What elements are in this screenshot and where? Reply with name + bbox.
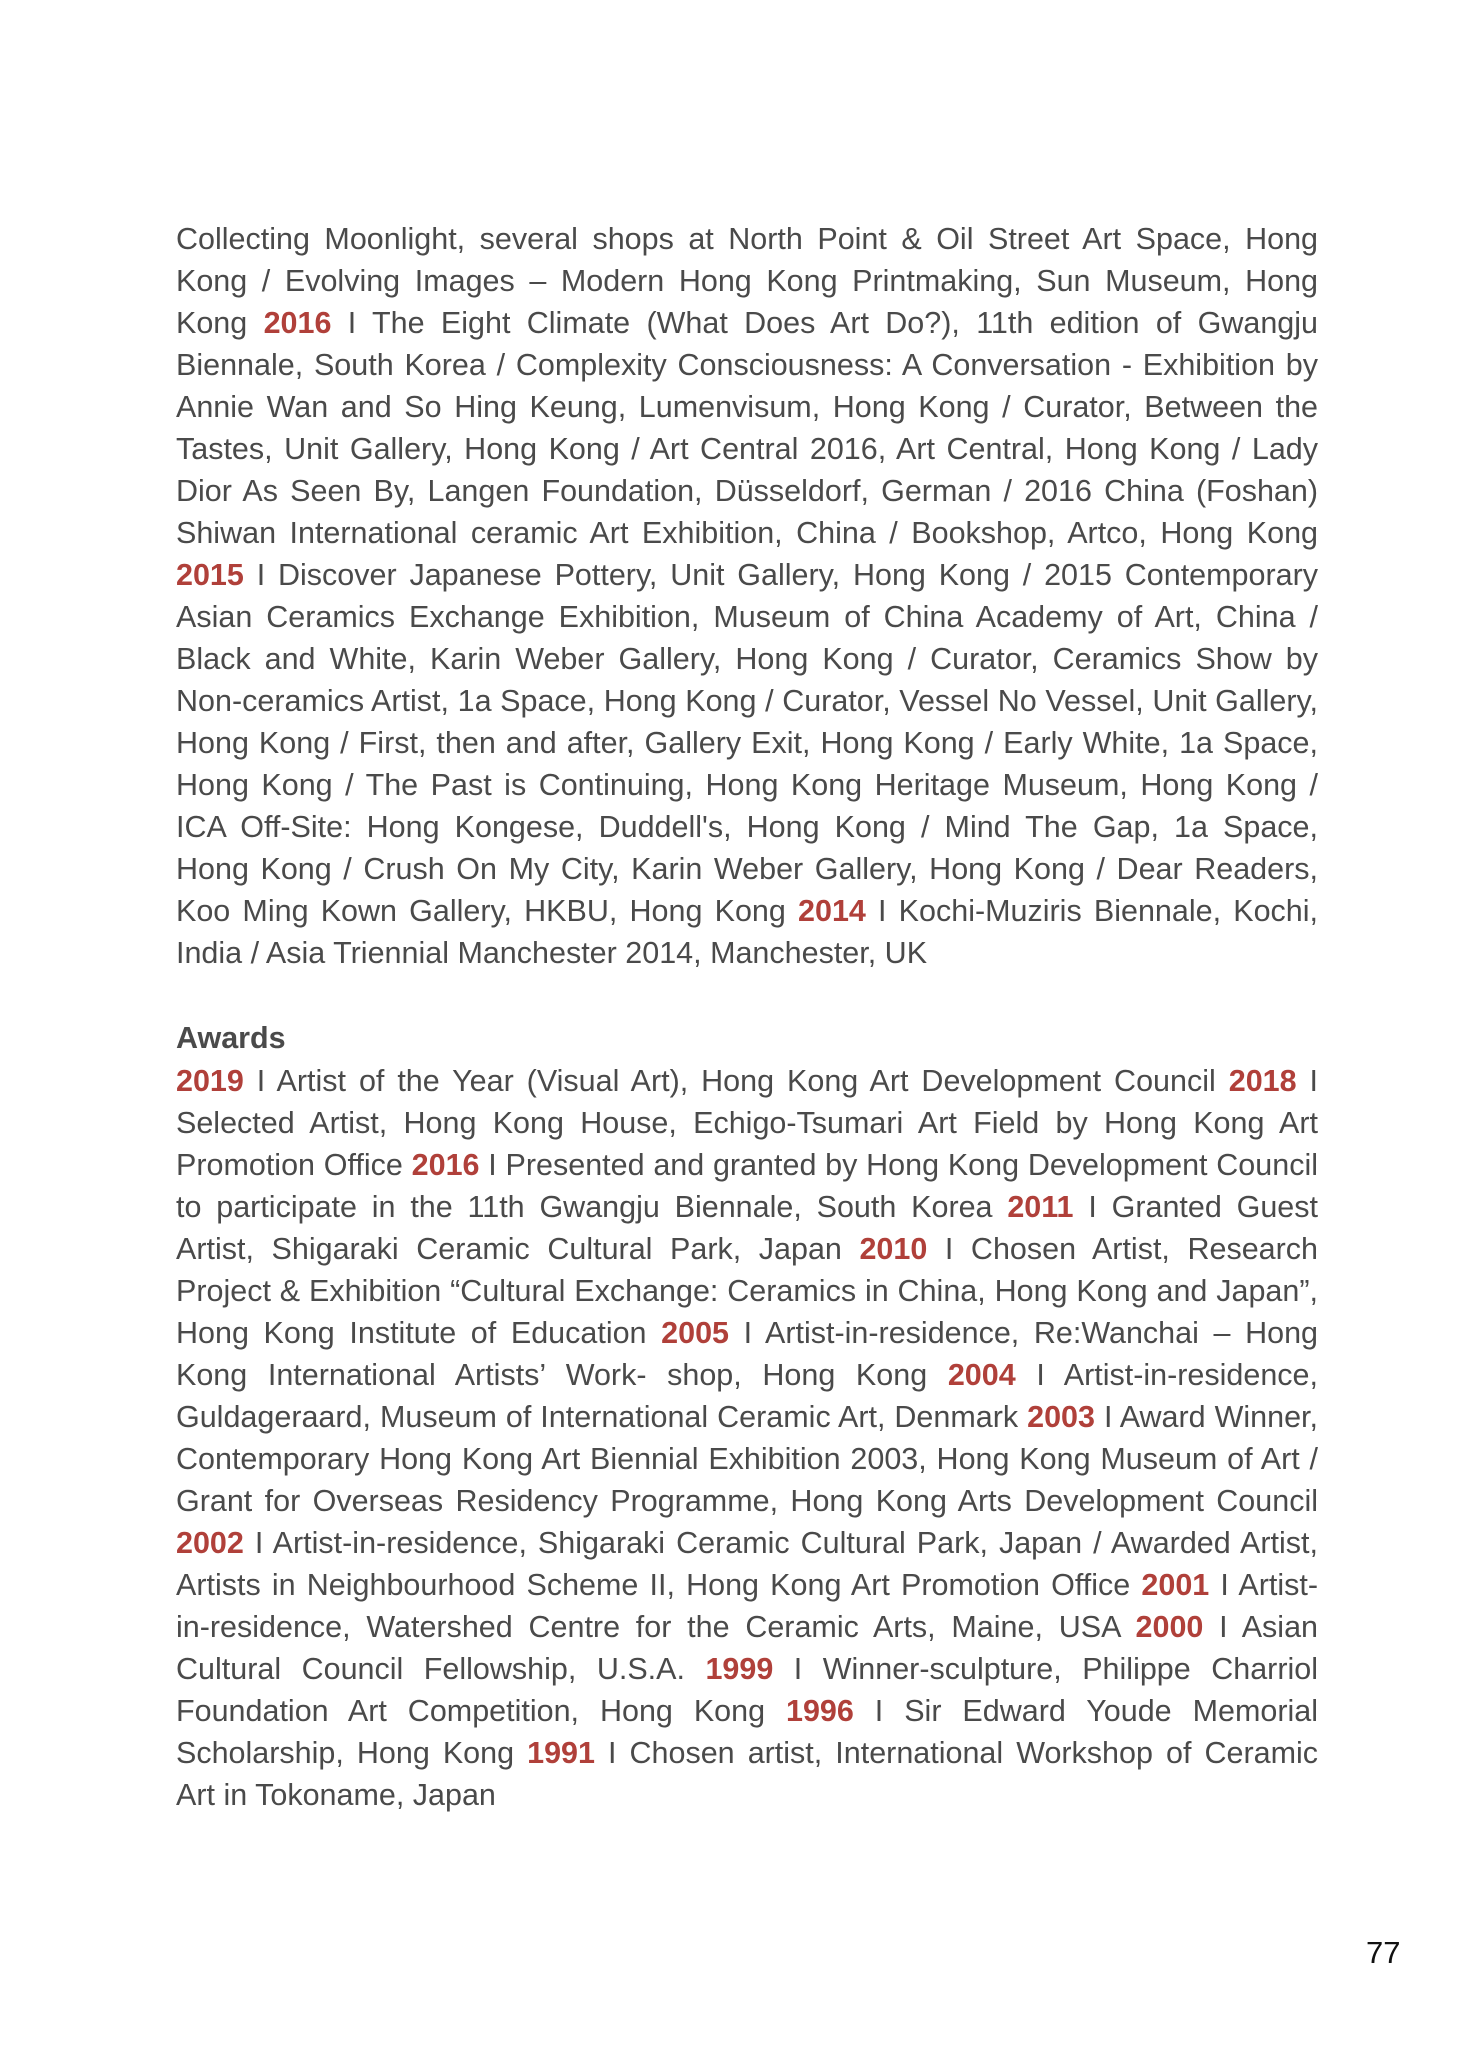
entry-text: I Discover Japanese Pottery, Unit Gallery, Hong Kong / 2015 Contemporary Asian Ceramics Exchange Exhibition, Museum of China Academy of Art, China / Black and White, Karin Weber Gallery, Hong Kong / Curator, Ceramics Show by Non-ceramics Artist, 1a Space, Hong Kong / Curator, Vessel No Vessel, Unit Gallery, Hong Kong / First, then and after, Gallery Exit, Hong Kong / Early White, 1a Space, Hong Kong / The Past is Continuing, Hong Kong Heritage Museum, Hong Kong / ICA Off-Site: Hong Kongese, Duddell's, Hong Kong / Mind The Gap, 1a Space, Hong Kong / Crush On My City, Karin Weber Gallery, Hong Kong / Dear Readers, Koo Ming Kown Gallery, HKBU, Hong Kong: [176, 558, 1318, 928]
year-label: 2014: [798, 894, 866, 928]
year-label: 2010: [859, 1232, 928, 1266]
awards-paragraph: [176, 1060, 1318, 1816]
entry-text: I Chosen Artist, Research Project & Exhibition “Cultural Exchange: Ceramics in China, Hong Kong and Japan”, Hong Kong Institute of Education: [176, 1232, 1318, 1350]
exhibitions-paragraph: [176, 218, 1318, 974]
year-label: 2011: [1007, 1190, 1074, 1224]
entry-text: I Artist of the Year (Visual Art), Hong Kong Art Development Council: [243, 1064, 1229, 1098]
page-number: 77: [1366, 1935, 1401, 1970]
year-label: 1999: [705, 1652, 774, 1686]
entry-text: I Artist-in-residence, Re:Wanchai – Hong Kong International Artists’ Work- shop, Hong Kong: [176, 1316, 1318, 1392]
entry-text: I The Eight Climate (What Does Art Do?), 11th edition of Gwangju Biennale, South Korea / Complexity Consciousness: A Conversation - Exhibition by Annie Wan and So Hing Keung, Lumenvisum, Hong Kong / Curator, Between the Tastes, Unit Gallery, Hong Kong / Art Central 2016, Art Central, Hong Kong / Lady Dior As Seen By, Langen Foundation, Düsseldorf, German / 2016 China (Foshan) Shiwan International ceramic Art Exhibition, China / Bookshop, Artco, Hong Kong: [176, 306, 1318, 550]
entry-text: I Artist-in-residence, Guldageraard, Museum of International Ceramic Art, Denmark: [176, 1358, 1318, 1434]
year-label: 2002: [176, 1526, 244, 1560]
entry-text: I Sir Edward Youde Memorial Scholarship, Hong Kong: [176, 1694, 1318, 1770]
entry-text: I Chosen artist, International Workshop of Ceramic Art in Tokoname, Japan: [176, 1736, 1319, 1812]
year-label: 2018: [1228, 1064, 1297, 1098]
page-content: [176, 218, 1318, 1816]
entry-text: I Award Winner, Contemporary Hong Kong Art Biennial Exhibition 2003, Hong Kong Museum of Art / Grant for Overseas Residency Programme, Hong Kong Arts Development Council: [176, 1400, 1318, 1518]
year-label: 2000: [1135, 1610, 1204, 1644]
awards-heading: Awards: [176, 1021, 286, 1055]
year-label: 1991: [527, 1736, 595, 1770]
entry-text: I Granted Guest Artist, Shigaraki Ceramic Cultural Park, Japan: [176, 1190, 1318, 1266]
entry-text: I Asian Cultural Council Fellowship, U.S.A.: [176, 1610, 1318, 1686]
year-label: 2016: [263, 306, 332, 340]
year-label: 2003: [1027, 1400, 1095, 1434]
entry-text: Collecting Moonlight, several shops at North Point & Oil Street Art Space, Hong Kong / Evolving Images – Modern Hong Kong Printmaking, Sun Museum, Hong Kong: [176, 222, 1318, 340]
entry-text: I Artist-in-residence, Watershed Centre for the Ceramic Arts, Maine, USA: [176, 1568, 1319, 1644]
year-label: 2001: [1141, 1568, 1210, 1602]
entry-text: I Artist-in-residence, Shigaraki Ceramic Cultural Park, Japan / Awarded Artist, Artists in Neighbourhood Scheme II, Hong Kong Art Promotion Office: [176, 1526, 1318, 1602]
year-label: 2015: [176, 558, 244, 592]
year-label: 2019: [176, 1064, 244, 1098]
entry-text: I Presented and granted by Hong Kong Development Council to participate in the 11th Gwangju Biennale, South Korea: [176, 1148, 1319, 1224]
entry-text: I Kochi-Muziris Biennale, Kochi, India / Asia Triennial Manchester 2014, Manchester, UK: [176, 894, 1318, 970]
year-label: 2016: [411, 1148, 480, 1182]
year-label: 1996: [786, 1694, 854, 1728]
entry-text: I Winner-sculpture, Philippe Charriol Foundation Art Competition, Hong Kong: [176, 1652, 1318, 1728]
year-label: 2004: [947, 1358, 1016, 1392]
year-label: 2005: [661, 1316, 729, 1350]
entry-text: I Selected Artist, Hong Kong House, Echigo-Tsumari Art Field by Hong Kong Art Promotion Office: [176, 1064, 1319, 1182]
